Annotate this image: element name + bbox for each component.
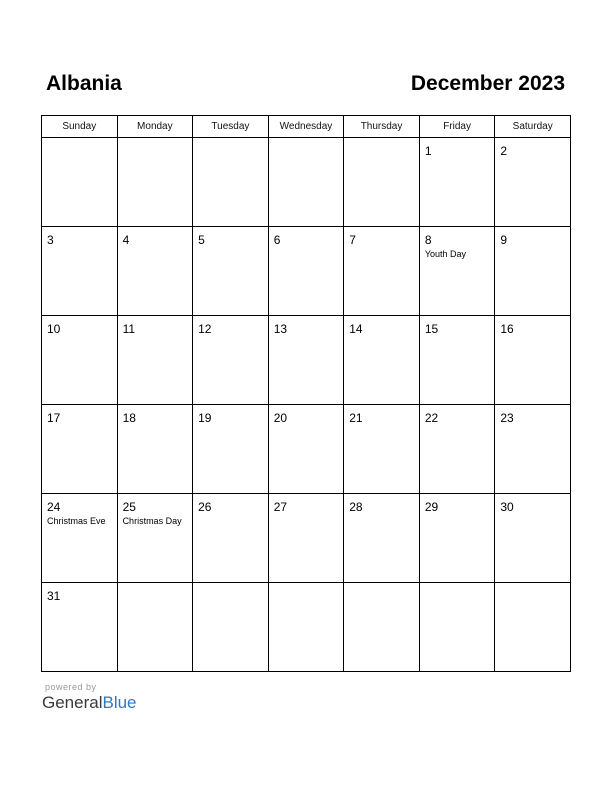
day-cell bbox=[344, 316, 420, 405]
day-cell bbox=[344, 227, 420, 316]
day-number: 13 bbox=[273, 322, 288, 336]
day-number bbox=[269, 583, 344, 589]
day-cell bbox=[193, 138, 269, 227]
day-cell bbox=[193, 405, 269, 494]
day-number: 8 bbox=[424, 233, 432, 247]
week-row bbox=[42, 494, 571, 583]
day-cell bbox=[268, 583, 344, 672]
brand-blue-text: Blue bbox=[102, 693, 137, 712]
day-cell bbox=[495, 138, 571, 227]
month-year-title: December 2023 bbox=[410, 72, 565, 95]
holiday-label: Christmas Eve bbox=[47, 516, 106, 526]
day-number: 31 bbox=[47, 589, 61, 603]
day-cell bbox=[344, 494, 420, 583]
day-number bbox=[344, 138, 419, 144]
day-number: 14 bbox=[349, 322, 363, 336]
weekday-sunday: Sunday bbox=[42, 116, 118, 138]
day-cell bbox=[42, 316, 118, 405]
day-number: 3 bbox=[47, 233, 54, 247]
holiday-label: Youth Day bbox=[424, 249, 467, 259]
day-cell bbox=[42, 494, 118, 583]
weekday-monday: Monday bbox=[117, 116, 193, 138]
day-cell bbox=[42, 405, 118, 494]
day-cell bbox=[268, 316, 344, 405]
day-cell bbox=[268, 227, 344, 316]
day-cell bbox=[344, 138, 420, 227]
day-cell bbox=[419, 494, 495, 583]
day-cell bbox=[117, 494, 193, 583]
day-number bbox=[193, 583, 268, 589]
day-number bbox=[42, 138, 117, 144]
day-number: 24 bbox=[47, 500, 61, 514]
day-cell bbox=[117, 227, 193, 316]
weekday-wednesday: Wednesday bbox=[268, 116, 344, 138]
day-number: 12 bbox=[198, 322, 212, 336]
weekday-thursday: Thursday bbox=[344, 116, 420, 138]
day-number: 11 bbox=[122, 322, 136, 336]
day-number: 20 bbox=[273, 411, 288, 425]
powered-by-label: powered by bbox=[45, 682, 97, 692]
day-cell bbox=[419, 227, 495, 316]
day-number: 29 bbox=[424, 500, 439, 514]
day-cell bbox=[193, 316, 269, 405]
day-cell bbox=[495, 494, 571, 583]
day-number: 2 bbox=[500, 144, 508, 158]
day-number: 21 bbox=[349, 411, 363, 425]
calendar-grid bbox=[41, 115, 571, 672]
day-number: 10 bbox=[47, 322, 61, 336]
day-number: 19 bbox=[198, 411, 212, 425]
day-cell bbox=[117, 138, 193, 227]
weekday-tuesday: Tuesday bbox=[193, 116, 269, 138]
day-number: 1 bbox=[424, 144, 432, 158]
day-number: 27 bbox=[273, 500, 288, 514]
weekday-saturday: Saturday bbox=[495, 116, 571, 138]
day-cell bbox=[42, 138, 118, 227]
day-cell bbox=[344, 583, 420, 672]
brand-general-text: General bbox=[42, 693, 103, 712]
day-number bbox=[269, 138, 344, 144]
week-row bbox=[42, 405, 571, 494]
day-cell bbox=[419, 316, 495, 405]
weekday-friday: Friday bbox=[419, 116, 495, 138]
day-cell bbox=[495, 405, 571, 494]
day-cell bbox=[495, 316, 571, 405]
day-number: 7 bbox=[349, 233, 356, 247]
day-cell bbox=[268, 138, 344, 227]
day-number bbox=[118, 138, 193, 144]
weekday-header-row bbox=[42, 116, 571, 138]
week-row bbox=[42, 316, 571, 405]
week-row bbox=[42, 138, 571, 227]
day-cell bbox=[193, 227, 269, 316]
day-cell bbox=[344, 405, 420, 494]
day-number: 22 bbox=[424, 411, 439, 425]
day-number: 26 bbox=[198, 500, 212, 514]
day-cell bbox=[193, 494, 269, 583]
week-row bbox=[42, 227, 571, 316]
day-cell bbox=[495, 227, 571, 316]
day-number: 5 bbox=[198, 233, 205, 247]
day-cell bbox=[42, 227, 118, 316]
day-cell bbox=[268, 405, 344, 494]
day-cell bbox=[419, 405, 495, 494]
day-cell bbox=[117, 583, 193, 672]
day-number: 17 bbox=[47, 411, 61, 425]
day-number bbox=[344, 583, 419, 589]
day-number: 28 bbox=[349, 500, 363, 514]
day-cell bbox=[495, 583, 571, 672]
day-number bbox=[495, 583, 570, 589]
week-row bbox=[42, 583, 571, 672]
day-number: 16 bbox=[500, 322, 514, 336]
day-cell bbox=[193, 583, 269, 672]
day-number: 4 bbox=[122, 233, 130, 247]
day-number: 18 bbox=[122, 411, 136, 425]
country-title: Albania bbox=[46, 72, 122, 95]
day-number bbox=[193, 138, 268, 144]
day-number bbox=[420, 583, 495, 589]
day-number: 6 bbox=[273, 233, 281, 247]
day-number: 30 bbox=[500, 500, 514, 514]
day-cell bbox=[42, 583, 118, 672]
day-number: 15 bbox=[424, 322, 439, 336]
day-number bbox=[118, 583, 193, 589]
day-number: 25 bbox=[122, 500, 136, 514]
day-cell bbox=[268, 494, 344, 583]
day-cell bbox=[419, 138, 495, 227]
generalblue-logo[interactable] bbox=[42, 693, 137, 713]
holiday-label: Christmas Day bbox=[122, 516, 182, 526]
day-number: 23 bbox=[500, 411, 514, 425]
day-cell bbox=[117, 316, 193, 405]
day-cell bbox=[419, 583, 495, 672]
day-number: 9 bbox=[500, 233, 508, 247]
day-cell bbox=[117, 405, 193, 494]
